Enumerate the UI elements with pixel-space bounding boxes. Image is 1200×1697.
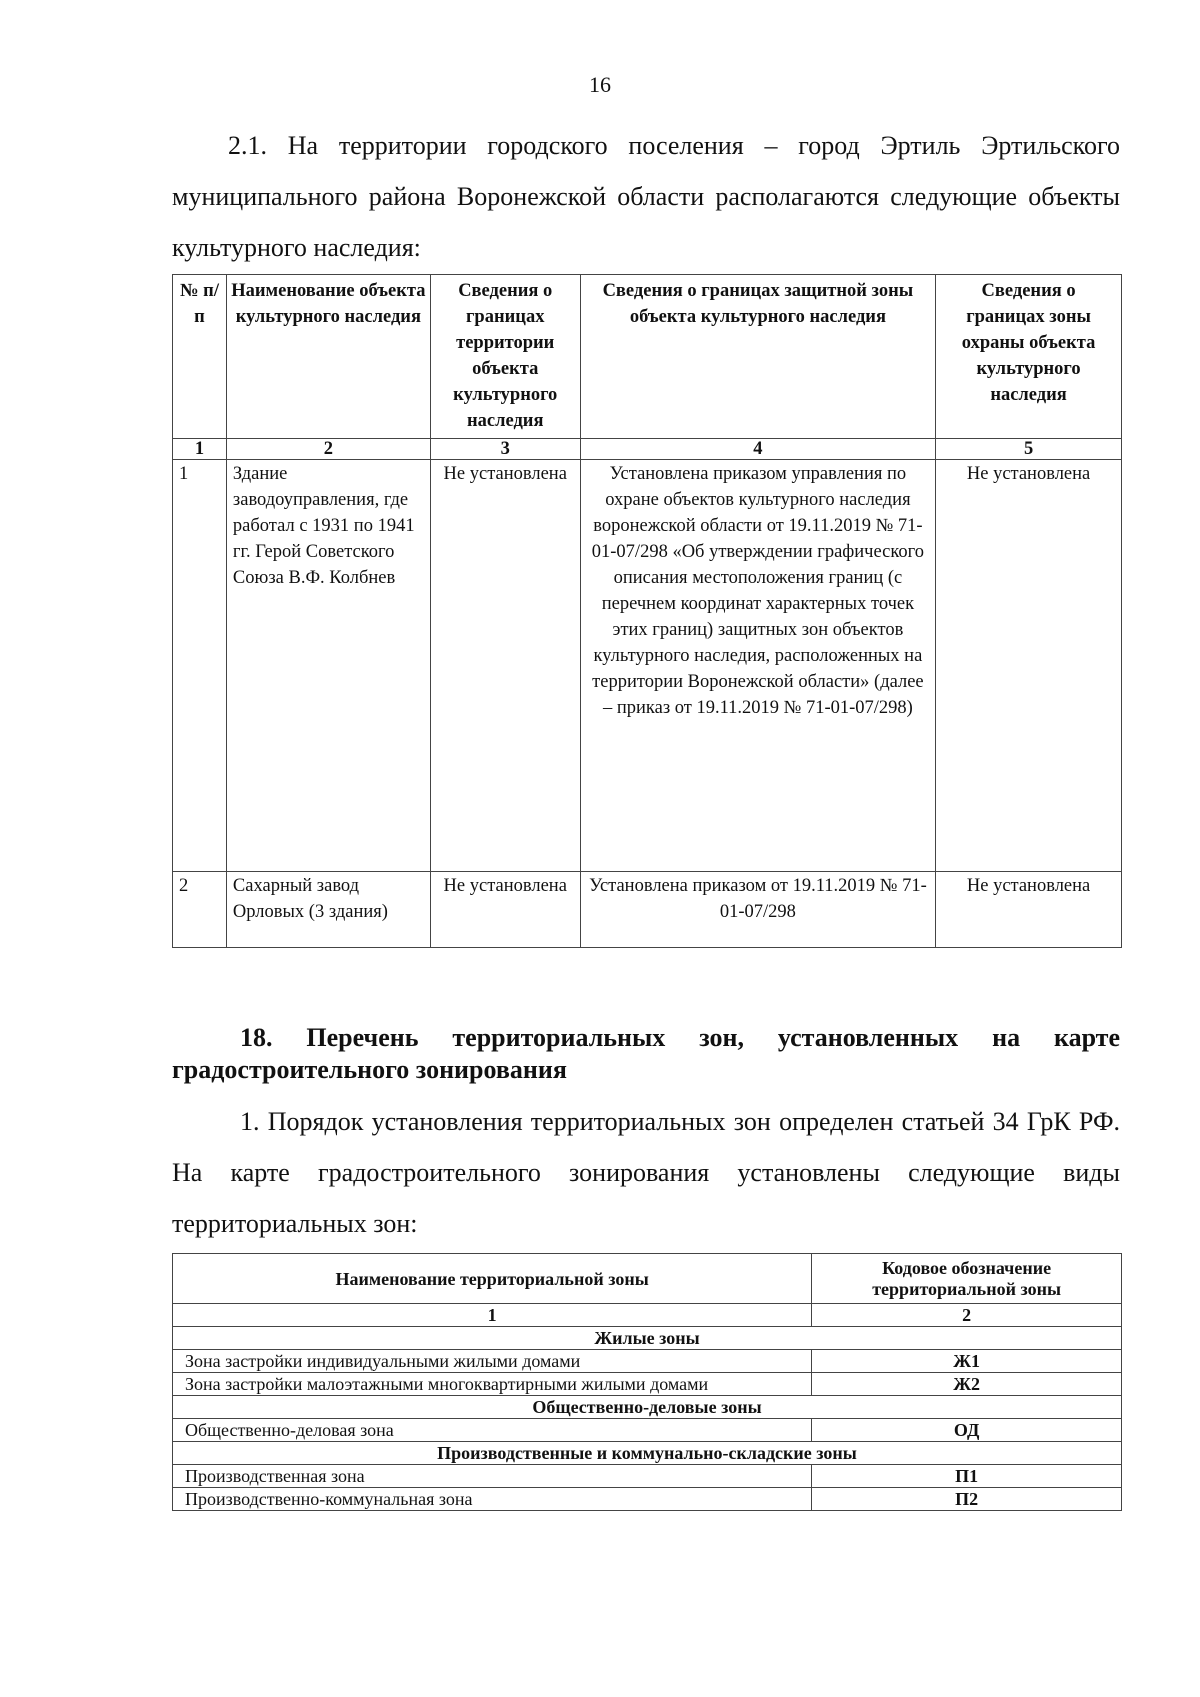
zones-paragraph xyxy=(172,1096,1120,1249)
territory-info: Не установлена xyxy=(430,460,580,872)
header-zone-name: Наименование территориальной зоны xyxy=(173,1254,812,1304)
territorial-zones-table xyxy=(172,1253,1122,1511)
table-row xyxy=(173,1350,1122,1373)
table-header-row xyxy=(173,275,1122,439)
column-number: 4 xyxy=(580,439,935,460)
zone-group-row xyxy=(173,1442,1122,1465)
header-protective-zone: Сведения о границах защитной зоны объекта культурного наследия xyxy=(580,275,935,439)
protection-zone-info: Не установлена xyxy=(936,872,1122,948)
zones-paragraph-text: 1. Порядок установления территориальных зон определен статьей 34 ГрК РФ. На карте градостроительного зонирования установлены следующие виды территориальных зон: xyxy=(172,1107,1120,1238)
zone-group-title: Жилые зоны xyxy=(173,1327,1122,1350)
table-row xyxy=(173,460,1122,872)
column-number: 2 xyxy=(226,439,430,460)
object-name: Здание заводоуправления, где работал с 1931 по 1941 гг. Герой Советского Союза В.Ф. Колбнев xyxy=(226,460,430,872)
zone-code: Ж2 xyxy=(812,1373,1122,1396)
zone-name: Зона застройки малоэтажными многоквартирными жилыми домами xyxy=(173,1373,812,1396)
header-zone-code: Кодовое обозначение территориальной зоны xyxy=(812,1254,1122,1304)
table-row xyxy=(173,1488,1122,1511)
zone-code: П2 xyxy=(812,1488,1122,1511)
column-number: 1 xyxy=(173,1304,812,1327)
zone-name: Общественно-деловая зона xyxy=(173,1419,812,1442)
header-protection-zone: Сведения о границах зоны охраны объекта культурного наследия xyxy=(936,275,1122,439)
column-number: 2 xyxy=(812,1304,1122,1327)
table-row xyxy=(173,872,1122,948)
zone-name: Зона застройки индивидуальными жилыми домами xyxy=(173,1350,812,1373)
section-heading-text: 18. Перечень территориальных зон, установленных на карте градостроительного зонирования xyxy=(172,1023,1120,1084)
column-number-row xyxy=(173,439,1122,460)
zone-group-title: Производственные и коммунально-складские зоны xyxy=(173,1442,1122,1465)
section-heading xyxy=(172,1022,1120,1086)
territory-info: Не установлена xyxy=(430,872,580,948)
heritage-objects-table xyxy=(172,274,1122,948)
table-header-row xyxy=(173,1254,1122,1304)
zone-group-title: Общественно-деловые зоны xyxy=(173,1396,1122,1419)
zone-name: Производственная зона xyxy=(173,1465,812,1488)
zone-group-row xyxy=(173,1396,1122,1419)
intro-paragraph xyxy=(172,120,1120,273)
header-object-name: Наименование объекта культурного наследия xyxy=(226,275,430,439)
zone-group-row xyxy=(173,1327,1122,1350)
header-number: № п/п xyxy=(173,275,227,439)
protective-zone-info: Установлена приказом от 19.11.2019 № 71-01-07/298 xyxy=(580,872,935,948)
zone-code: Ж1 xyxy=(812,1350,1122,1373)
table-row xyxy=(173,1465,1122,1488)
header-territory: Сведения о границах территории объекта культурного наследия xyxy=(430,275,580,439)
table-row xyxy=(173,1373,1122,1396)
column-number-row xyxy=(173,1304,1122,1327)
row-number: 2 xyxy=(173,872,227,948)
zone-code: ОД xyxy=(812,1419,1122,1442)
object-name: Сахарный завод Орловых (3 здания) xyxy=(226,872,430,948)
column-number: 5 xyxy=(936,439,1122,460)
row-number: 1 xyxy=(173,460,227,872)
zone-name: Производственно-коммунальная зона xyxy=(173,1488,812,1511)
page-number: 16 xyxy=(589,72,611,97)
column-number: 1 xyxy=(173,439,227,460)
table-row xyxy=(173,1419,1122,1442)
column-number: 3 xyxy=(430,439,580,460)
protection-zone-info: Не установлена xyxy=(936,460,1122,872)
protective-zone-info: Установлена приказом управления по охране объектов культурного наследия воронежской области от 19.11.2019 № 71-01-07/298 «Об утверждении графического описания местоположения границ (с перечнем координат характерных точек этих границ) защитных зон объектов культурного наследия, расположенных на территории Воронежской области» (далее – приказ от 19.11.2019 № 71-01-07/298) xyxy=(580,460,935,872)
zone-code: П1 xyxy=(812,1465,1122,1488)
intro-paragraph-text: 2.1. На территории городского поселения – город Эртиль Эртильского муниципального района Воронежской области располагаются следующие объекты культурного наследия: xyxy=(172,131,1120,262)
